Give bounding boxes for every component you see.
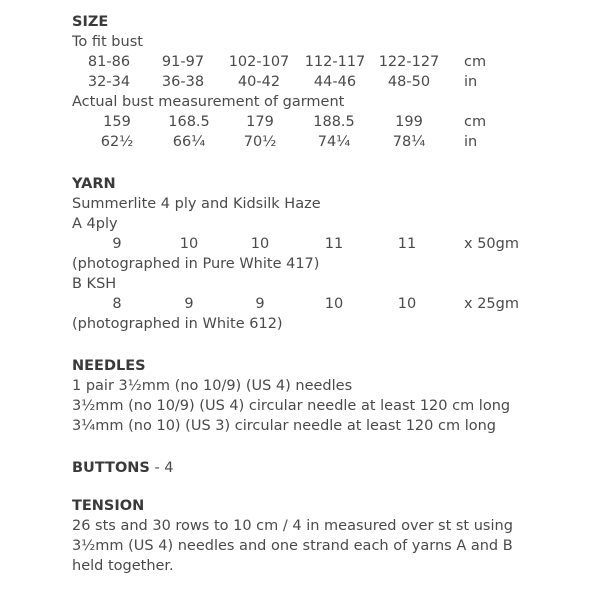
section-spacer xyxy=(72,152,552,174)
section-spacer xyxy=(72,436,552,458)
yarn-b-quantity: 8 xyxy=(112,296,122,312)
bust-cm-value: 102-107 xyxy=(228,54,290,70)
tension-line: held together. xyxy=(72,558,174,574)
yarn-a-quantity: 11 xyxy=(324,236,344,252)
pattern-document xyxy=(72,12,552,576)
yarn-b-note: (photographed in White 612) xyxy=(72,316,283,332)
actual-in-value: 78¼ xyxy=(392,134,426,150)
bust-cm-value: 81-86 xyxy=(87,54,131,70)
actual-in-value: 62½ xyxy=(100,134,134,150)
needles-section xyxy=(72,356,552,436)
yarn-heading: YARN xyxy=(72,176,116,192)
actual-cm-value: 188.5 xyxy=(313,114,355,130)
needles-line: 1 pair 3½mm (no 10/9) (US 4) needles xyxy=(72,378,353,394)
bust-cm-value: 122-127 xyxy=(378,54,440,70)
to-fit-bust-label: To fit bust xyxy=(72,34,143,50)
actual-cm-value: 168.5 xyxy=(168,114,210,130)
yarn-a-unit: x 50gm xyxy=(464,236,519,252)
bust-in-unit: in xyxy=(464,74,478,90)
bust-in-value: 48-50 xyxy=(387,74,431,90)
buttons-heading: BUTTONS xyxy=(72,460,150,476)
bust-cm-value: 112-117 xyxy=(304,54,366,70)
tension-line: 3½mm (US 4) needles and one strand each of yarns A and B xyxy=(72,538,513,554)
bust-cm-unit: cm xyxy=(464,54,487,70)
bust-in-value: 32-34 xyxy=(87,74,131,90)
actual-cm-value: 199 xyxy=(395,114,423,130)
tension-heading: TENSION xyxy=(72,498,145,514)
actual-in-value: 66¼ xyxy=(172,134,206,150)
yarn-a-quantity: 10 xyxy=(250,236,270,252)
yarn-a-quantities-row xyxy=(72,234,552,254)
yarn-b-quantity: 10 xyxy=(324,296,344,312)
bust-in-value: 36-38 xyxy=(161,74,205,90)
bust-in-value: 44-46 xyxy=(313,74,357,90)
tension-line: 26 sts and 30 rows to 10 cm / 4 in measured over st st using xyxy=(72,518,513,534)
size-heading: SIZE xyxy=(72,14,109,30)
yarn-a-quantity: 10 xyxy=(179,236,199,252)
yarn-a-quantity: 9 xyxy=(112,236,122,252)
tension-section xyxy=(72,496,552,576)
bust-cm-value: 91-97 xyxy=(161,54,205,70)
section-spacer xyxy=(72,334,552,356)
actual-in-unit: in xyxy=(464,134,478,150)
bust-in-row xyxy=(72,72,552,92)
actual-in-value: 74¼ xyxy=(317,134,351,150)
actual-cm-value: 159 xyxy=(103,114,131,130)
yarn-a-label: A 4ply xyxy=(72,216,118,232)
yarn-b-unit: x 25gm xyxy=(464,296,519,312)
actual-cm-unit: cm xyxy=(464,114,487,130)
yarn-description: Summerlite 4 ply and Kidsilk Haze xyxy=(72,196,321,212)
needles-heading: NEEDLES xyxy=(72,358,146,374)
bust-cm-row xyxy=(72,52,552,72)
actual-in-value: 70½ xyxy=(243,134,277,150)
bust-in-value: 40-42 xyxy=(237,74,281,90)
yarn-section xyxy=(72,174,552,334)
needles-line: 3½mm (no 10/9) (US 4) circular needle at least 120 cm long xyxy=(72,398,511,414)
yarn-b-quantity: 10 xyxy=(397,296,417,312)
needles-line: 3¼mm (no 10) (US 3) circular needle at least 120 cm long xyxy=(72,418,496,434)
actual-cm-row xyxy=(72,112,552,132)
section-spacer xyxy=(72,478,552,496)
yarn-b-quantity: 9 xyxy=(184,296,194,312)
actual-cm-value: 179 xyxy=(246,114,274,130)
yarn-b-quantities-row xyxy=(72,294,552,314)
buttons-section xyxy=(72,458,552,478)
yarn-a-note: (photographed in Pure White 417) xyxy=(72,256,320,272)
yarn-b-quantity: 9 xyxy=(255,296,265,312)
yarn-a-quantity: 11 xyxy=(397,236,417,252)
size-section xyxy=(72,12,552,152)
yarn-b-label: B KSH xyxy=(72,276,117,292)
buttons-count: - 4 xyxy=(149,460,174,476)
actual-bust-label: Actual bust measurement of garment xyxy=(72,94,345,110)
actual-in-row xyxy=(72,132,552,152)
